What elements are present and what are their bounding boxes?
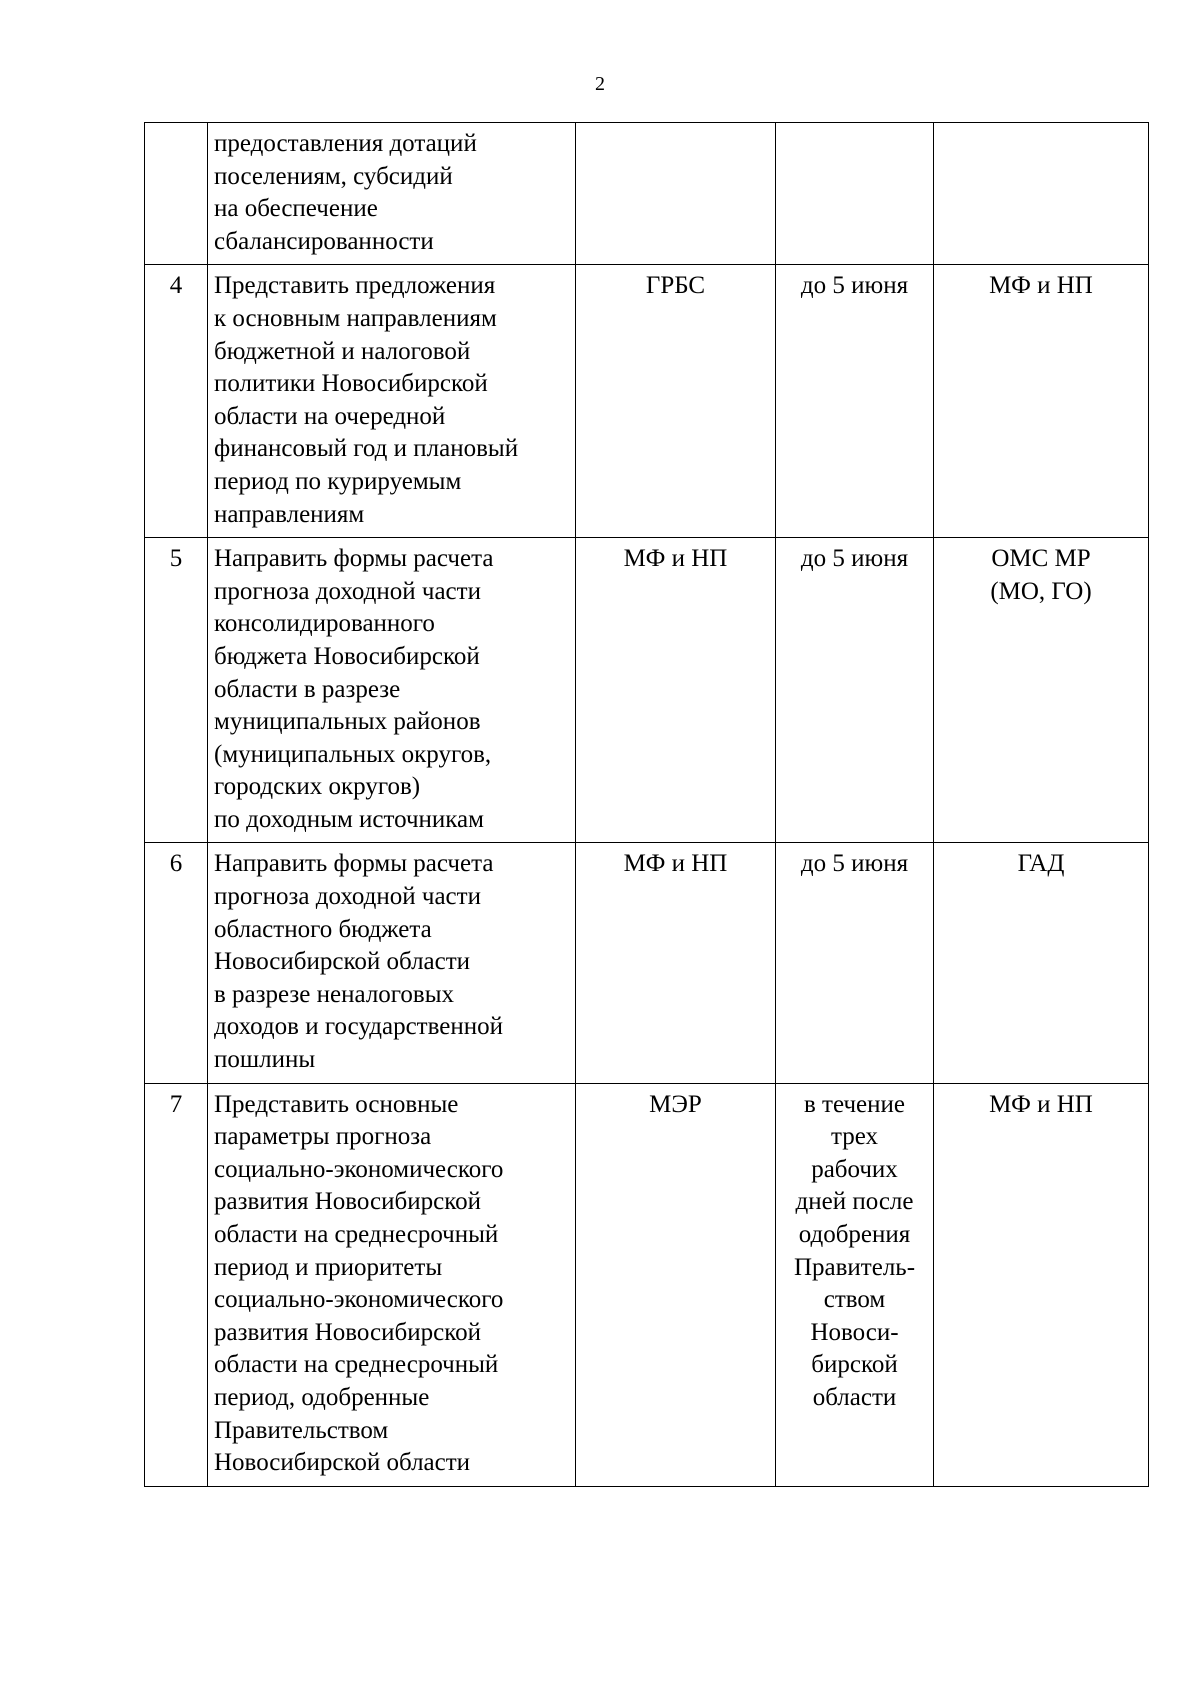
cell-text-line: рабочих [811, 1155, 898, 1183]
cell-text-line: ГРБС [645, 272, 706, 300]
cell-text-line: к основным направлениям [214, 304, 497, 332]
row-number-cell: 4 [145, 265, 208, 538]
executor-cell [576, 538, 776, 843]
cell-text-line: одобрения [798, 1221, 911, 1248]
cell-text-line: период по курируемым [214, 467, 462, 495]
table-row [145, 843, 1149, 1083]
task-cell [208, 123, 576, 265]
cell-text-line: финансовый год и плановый [214, 435, 519, 463]
table-row [145, 123, 1149, 265]
cell-text-line: МФ и НП [623, 850, 728, 878]
cell-text-line: в разрезе неналоговых [214, 980, 455, 1008]
cell-text-line: развития Новосибирской [214, 1188, 481, 1216]
cell-text-line: развития Новосибирской [214, 1318, 481, 1346]
cell-text-line: консолидированного [214, 610, 435, 638]
cell-text-line: области в разрезе [214, 675, 401, 703]
plan-table [144, 122, 1149, 1487]
page-number: 2 [595, 73, 605, 95]
cell-text-line: МФ и НП [989, 272, 1093, 300]
cell-text-line: бюджета Новосибирской [214, 642, 480, 670]
table-row [145, 1083, 1149, 1486]
cell-text-line: период, одобренные [214, 1383, 430, 1411]
cell-text-line: на обеспечение [214, 195, 378, 223]
cell-text-line: области [812, 1383, 897, 1411]
cell-text-line: пошлины [214, 1046, 316, 1074]
cell-text-line: Новоси- [810, 1318, 899, 1346]
executor-cell [576, 123, 776, 265]
cell-text-line: муниципальных районов [214, 708, 481, 736]
cell-text-line: (муниципальных округов, [214, 740, 492, 768]
cell-text-line: сбалансированности [214, 227, 434, 255]
cell-text-line: ГАД [1017, 850, 1065, 878]
cell-text-line: параметры прогноза [214, 1123, 432, 1151]
term-cell [776, 843, 934, 1083]
cell-text-line: ством [823, 1286, 886, 1314]
cell-text-line: социально-экономического [214, 1155, 504, 1183]
cell-text-line: Правительством [214, 1416, 389, 1444]
cell-text-line: политики Новосибирской [214, 370, 488, 398]
cell-text-line: области на среднесрочный [214, 1221, 499, 1248]
cell-text-line: дней после [795, 1188, 914, 1216]
task-cell [208, 1083, 576, 1486]
recipient-cell [934, 843, 1149, 1083]
cell-text-line: поселениям, субсидий [214, 162, 453, 190]
cell-text-line: трех [831, 1123, 878, 1151]
term-cell [776, 538, 934, 843]
recipient-cell [934, 538, 1149, 843]
cell-text-line: социально-экономического [214, 1286, 504, 1314]
cell-text-line: в течение [804, 1090, 905, 1118]
recipient-cell [934, 265, 1149, 538]
task-cell [208, 538, 576, 843]
task-cell [208, 265, 576, 538]
cell-text-line: до 5 июня [800, 850, 909, 878]
table-row [145, 265, 1149, 538]
term-cell [776, 1083, 934, 1486]
cell-text-line: до 5 июня [800, 545, 909, 573]
cell-text-line: Новосибирской области [214, 948, 471, 976]
executor-cell [576, 1083, 776, 1486]
row-number-cell: 6 [145, 843, 208, 1083]
cell-text-line: областного бюджета [214, 915, 432, 943]
cell-text-line: МФ и НП [623, 545, 728, 573]
term-cell [776, 265, 934, 538]
table-row [145, 538, 1149, 843]
row-number-cell [145, 123, 208, 265]
cell-text-line: области на среднесрочный [214, 1351, 499, 1379]
cell-text-line: направлениям [214, 500, 365, 528]
cell-text-line: Направить формы расчета [214, 850, 494, 878]
task-cell [208, 843, 576, 1083]
plan-table-body [145, 123, 1149, 1487]
executor-cell [576, 265, 776, 538]
term-cell [776, 123, 934, 265]
cell-text-line: бирской [811, 1351, 898, 1379]
recipient-cell [934, 1083, 1149, 1486]
cell-text-line: Направить формы расчета [214, 545, 494, 573]
cell-text-line: ОМС МР [991, 545, 1091, 573]
cell-text-line: предоставления дотаций [214, 130, 477, 157]
cell-text-line: области на очередной [214, 402, 446, 430]
cell-text-line: по доходным источникам [214, 805, 484, 833]
row-number-cell: 7 [145, 1083, 208, 1486]
cell-text-line: доходов и государственной [214, 1013, 504, 1041]
row-number-cell: 5 [145, 538, 208, 843]
recipient-cell [934, 123, 1149, 265]
executor-cell [576, 843, 776, 1083]
cell-text-line: Правитель- [793, 1253, 916, 1281]
cell-text-line: период и приоритеты [214, 1253, 443, 1281]
cell-text-line: прогноза доходной части [214, 577, 481, 605]
cell-text-line: (МО, ГО) [990, 577, 1092, 605]
cell-text-line: Представить предложения [214, 272, 496, 300]
cell-text-line: МЭР [649, 1090, 702, 1118]
cell-text-line: Представить основные [214, 1090, 459, 1118]
cell-text-line: МФ и НП [989, 1090, 1093, 1118]
cell-text-line: бюджетной и налоговой [214, 337, 471, 365]
cell-text-line: городских округов) [214, 773, 421, 801]
cell-text-line: прогноза доходной части [214, 883, 481, 911]
cell-text-line: Новосибирской области [214, 1449, 471, 1477]
cell-text-line: до 5 июня [800, 272, 909, 300]
